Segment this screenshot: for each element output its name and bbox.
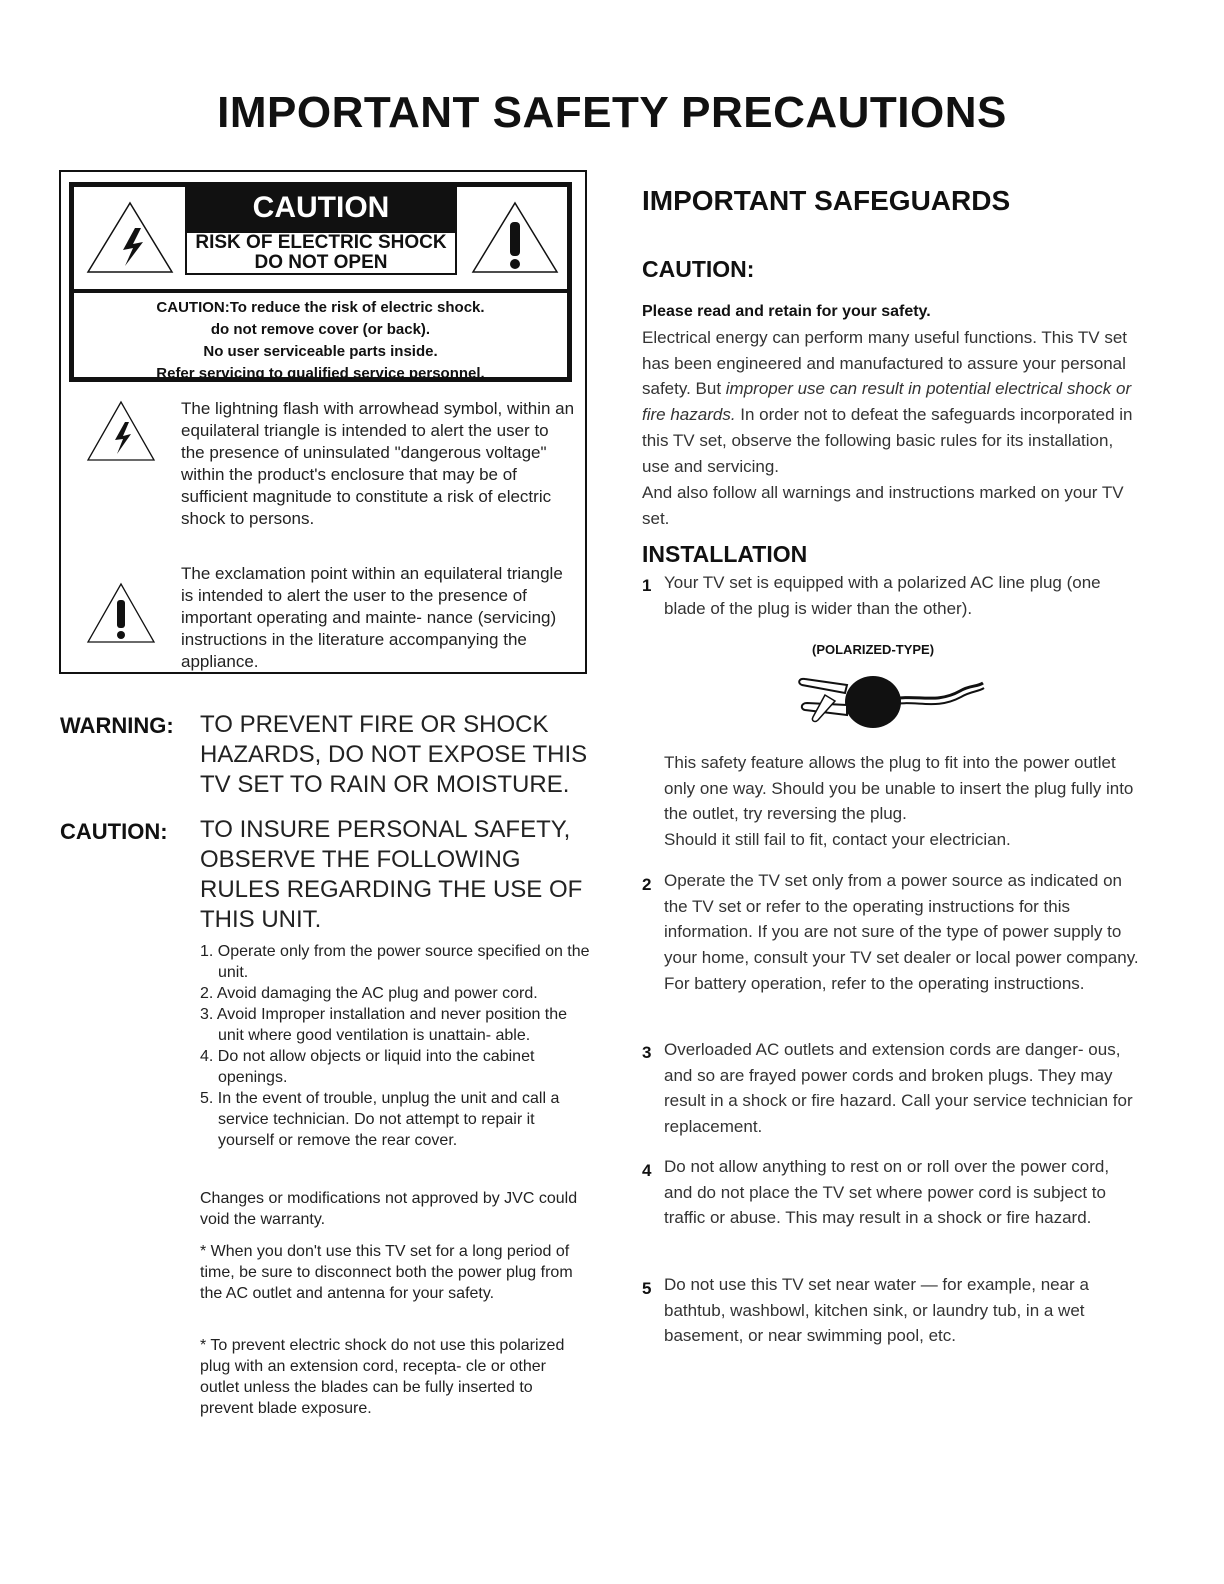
lightning-triangle-icon <box>86 400 156 462</box>
item-number: 1 <box>642 576 652 595</box>
band-line-1: CAUTION:To reduce the risk of electric shock. <box>156 299 485 316</box>
warning-text: TO PREVENT FIRE OR SHOCK HAZARDS, DO NOT EXPOSE THIS TV SET TO RAIN OR MOISTURE. <box>200 711 588 798</box>
also-follow: And also follow all warnings and instructions marked on your TV set. <box>642 483 1124 528</box>
exclamation-triangle-icon <box>86 582 156 644</box>
warranty-note: Changes or modifications not approved by JVC could void the warranty. <box>200 1190 578 1228</box>
band-line-4: Refer servicing to qualified service personnel. <box>156 365 485 382</box>
lightning-triangle-icon <box>85 200 175 275</box>
band-line-3: No user serviceable parts inside. <box>203 343 438 360</box>
rule-item: 3. Avoid Improper installation and never position the unit where good ventilation is unattain- able. <box>200 1006 568 1044</box>
item-1-followup: This safety feature allows the plug to fit into the power outlet only one way. Should you be unable to insert the plug fully into the outlet, try reversing the plug. <box>664 753 1134 824</box>
item-number: 3 <box>642 1043 652 1062</box>
intro-italic: improper use can result in potential electrical shock or fire hazards. <box>642 379 1132 425</box>
exclamation-triangle-icon <box>470 200 560 275</box>
risk-label <box>185 231 457 275</box>
item-number: 4 <box>642 1161 652 1180</box>
risk-line-2: DO NOT OPEN <box>254 252 388 273</box>
long-period-note: * When you don't use this TV set for a long period of time, be sure to disconnect both the power plug from the AC outlet and antenna for your safety. <box>200 1243 573 1302</box>
item-1-followup-2: Should it still fail to fit, contact your electrician. <box>664 830 1011 849</box>
item-4-text: Do not allow anything to rest on or roll over the power cord, and do not place the TV set where power cord is subject to traffic or abuse. This may result in a shock or fire hazard. <box>664 1157 1110 1228</box>
item-2-text: Operate the TV set only from a power source as indicated on the TV set or refer to the operating instructions for this information. If you are not sure of the type of power supply to your home, consult your TV set dealer or local power company. For battery operation, refer to the operating instructions. <box>664 871 1139 993</box>
caution-band <box>69 289 572 382</box>
intro-text-a: Electrical energy can perform many useful functions. This TV set has been engineered and manufactured to assure your personal safety. But <box>642 328 1128 399</box>
polarized-plug-icon <box>785 665 990 735</box>
band-line-2: do not remove cover (or back). <box>210 321 431 338</box>
rule-item: 5. In the event of trouble, unplug the unit and call a service technician. Do not attempt to repair it yourself or remove the rear cover. <box>200 1090 560 1149</box>
rule-item: 1. Operate only from the power source specified on the unit. <box>200 943 590 981</box>
caution-label: CAUTION: <box>60 819 168 844</box>
caution-heading: CAUTION <box>185 185 457 231</box>
plug-caption: (POLARIZED-TYPE) <box>812 642 935 657</box>
installation-heading: INSTALLATION <box>642 541 808 567</box>
risk-line-1: RISK OF ELECTRIC SHOCK <box>195 232 447 253</box>
page-title: IMPORTANT SAFETY PRECAUTIONS <box>217 88 1007 137</box>
safeguards-caution-heading: CAUTION: <box>642 256 755 282</box>
item-number: 5 <box>642 1279 652 1298</box>
intro-text-b: In order not to defeat the safeguards incorporated in this TV set, observe the following basic rules for its installation, use and servicing. <box>642 405 1133 476</box>
intro-paragraph <box>642 325 1137 479</box>
safeguards-heading: IMPORTANT SAFEGUARDS <box>642 185 1011 216</box>
item-number: 2 <box>642 875 652 894</box>
exclamation-description: The exclamation point within an equilateral triangle is intended to alert the user to the presence of important operating and mainte- nance (servicing) instructions in the literature accompanying the appliance. <box>181 564 563 671</box>
item-1-text: Your TV set is equipped with a polarized AC line plug (one blade of the plug is wider than the other). <box>664 573 1101 618</box>
polarized-plug-note: * To prevent electric shock do not use this polarized plug with an extension cord, recepta- cle or other outlet unless the blades can be fully inserted to prevent blade exposure. <box>200 1337 565 1417</box>
warning-label: WARNING: <box>60 713 174 738</box>
item-3-text: Overloaded AC outlets and extension cords are danger- ous, and so are frayed power cords and broken plugs. They may result in a shock or fire hazard. Call your service technician for replacement. <box>664 1040 1133 1137</box>
rule-item: 4. Do not allow objects or liquid into the cabinet openings. <box>200 1048 535 1086</box>
rule-item: 2. Avoid damaging the AC plug and power cord. <box>200 985 538 1002</box>
item-5-text: Do not use this TV set near water — for example, near a bathtub, washbowl, kitchen sink, or laundry tub, in a wet basement, or near swimming pool, etc. <box>664 1275 1089 1346</box>
read-retain: Please read and retain for your safety. <box>642 303 931 320</box>
rules-list <box>200 941 590 1151</box>
caution-text: TO INSURE PERSONAL SAFETY, OBSERVE THE FOLLOWING RULES REGARDING THE USE OF THIS UNIT. <box>200 816 583 933</box>
lightning-description: The lightning flash with arrowhead symbol, within an equilateral triangle is intended to alert the user to the presence of uninsulated "dangerous voltage" within the product's enclosure that may be of sufficient magnitude to constitute a risk of electric shock to persons. <box>181 399 575 528</box>
